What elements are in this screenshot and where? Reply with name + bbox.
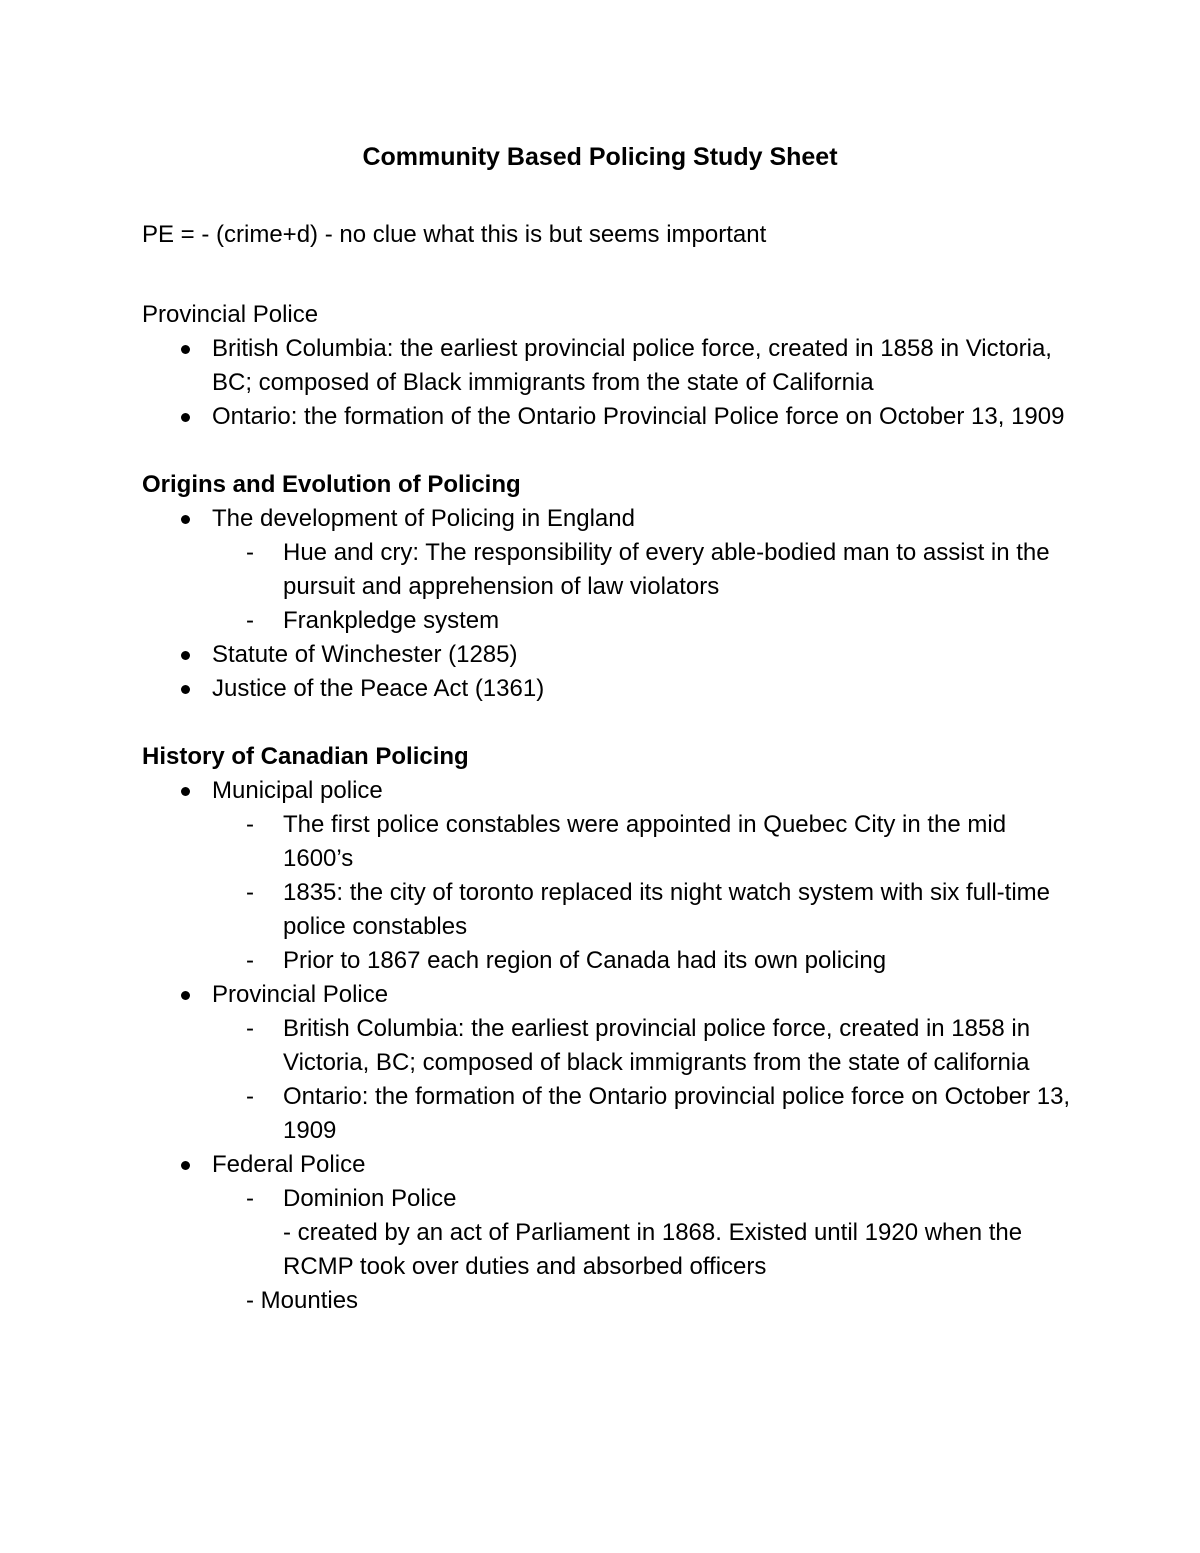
dash-icon: - [246,1185,254,1212]
municipal-sublist [142,808,1072,978]
bullet-icon [181,345,190,354]
origins-heading: Origins and Evolution of Policing [142,471,521,498]
page-title: Community Based Policing Study Sheet [362,143,838,171]
bullet-icon [181,651,190,660]
dash-icon: - [246,1083,254,1110]
list-item: The development of Policing in England [142,502,1072,536]
history-heading: History of Canadian Policing [142,743,469,770]
list-item: Provincial Police [142,978,1072,1012]
document-body [142,218,1072,1318]
federal-sublist [142,1182,1072,1216]
dash-icon: - [246,811,254,838]
provincial-list [142,332,1072,434]
mounties-item: - Mounties [246,1287,359,1314]
sub-list-item: - Frankpledge system [142,604,1072,638]
bullet-icon [181,685,190,694]
provincial-heading: Provincial Police [142,301,319,328]
origins-list [142,502,1072,536]
bullet-icon [181,991,190,1000]
list-item: Statute of Winchester (1285) [142,638,1072,672]
dash-icon: - [246,947,254,974]
history-list-federal [142,1148,1072,1182]
dash-icon: - [246,607,254,634]
sub-list-item: - British Columbia: the earliest provincial police force, created in 1858 in Victoria, BC; composed of black immigrants from the state of california [142,1012,1072,1080]
dash-icon: - [246,539,254,566]
sub-list-item: - The first police constables were appointed in Quebec City in the mid 1600’s [142,808,1072,876]
bullet-icon [181,1161,190,1170]
sub-list-item: - 1835: the city of toronto replaced its night watch system with six full-time police constables [142,876,1072,944]
bullet-icon [181,413,190,422]
sub-list-item: - Hue and cry: The responsibility of every able-bodied man to assist in the pursuit and apprehension of law violators [142,536,1072,604]
dash-icon: - [246,1015,254,1042]
pe-note: PE = - (crime+d) - no clue what this is but seems important [142,221,767,248]
dominion-note: - created by an act of Parliament in 1868. Existed until 1920 when the RCMP took over duties and absorbed officers [283,1219,1023,1280]
dash-icon: - [246,879,254,906]
list-item: British Columbia: the earliest provincial police force, created in 1858 in Victoria, BC; composed of Black immigrants from the state of California [142,332,1072,400]
bullet-icon [181,515,190,524]
bullet-icon [181,787,190,796]
origins-sublist [142,536,1072,638]
list-item: Ontario: the formation of the Ontario Provincial Police force on October 13, 1909 [142,400,1072,434]
origins-list-cont [142,638,1072,706]
sub-list-item: - Ontario: the formation of the Ontario provincial police force on October 13, 1909 [142,1080,1072,1148]
sub-list-item: - Dominion Police [142,1182,1072,1216]
history-list [142,774,1072,808]
list-item: Municipal police [142,774,1072,808]
list-item: Federal Police [142,1148,1072,1182]
history-list-provincial [142,978,1072,1012]
list-item: Justice of the Peace Act (1361) [142,672,1072,706]
provincial-sublist [142,1012,1072,1148]
sub-list-item: - Prior to 1867 each region of Canada had its own policing [142,944,1072,978]
